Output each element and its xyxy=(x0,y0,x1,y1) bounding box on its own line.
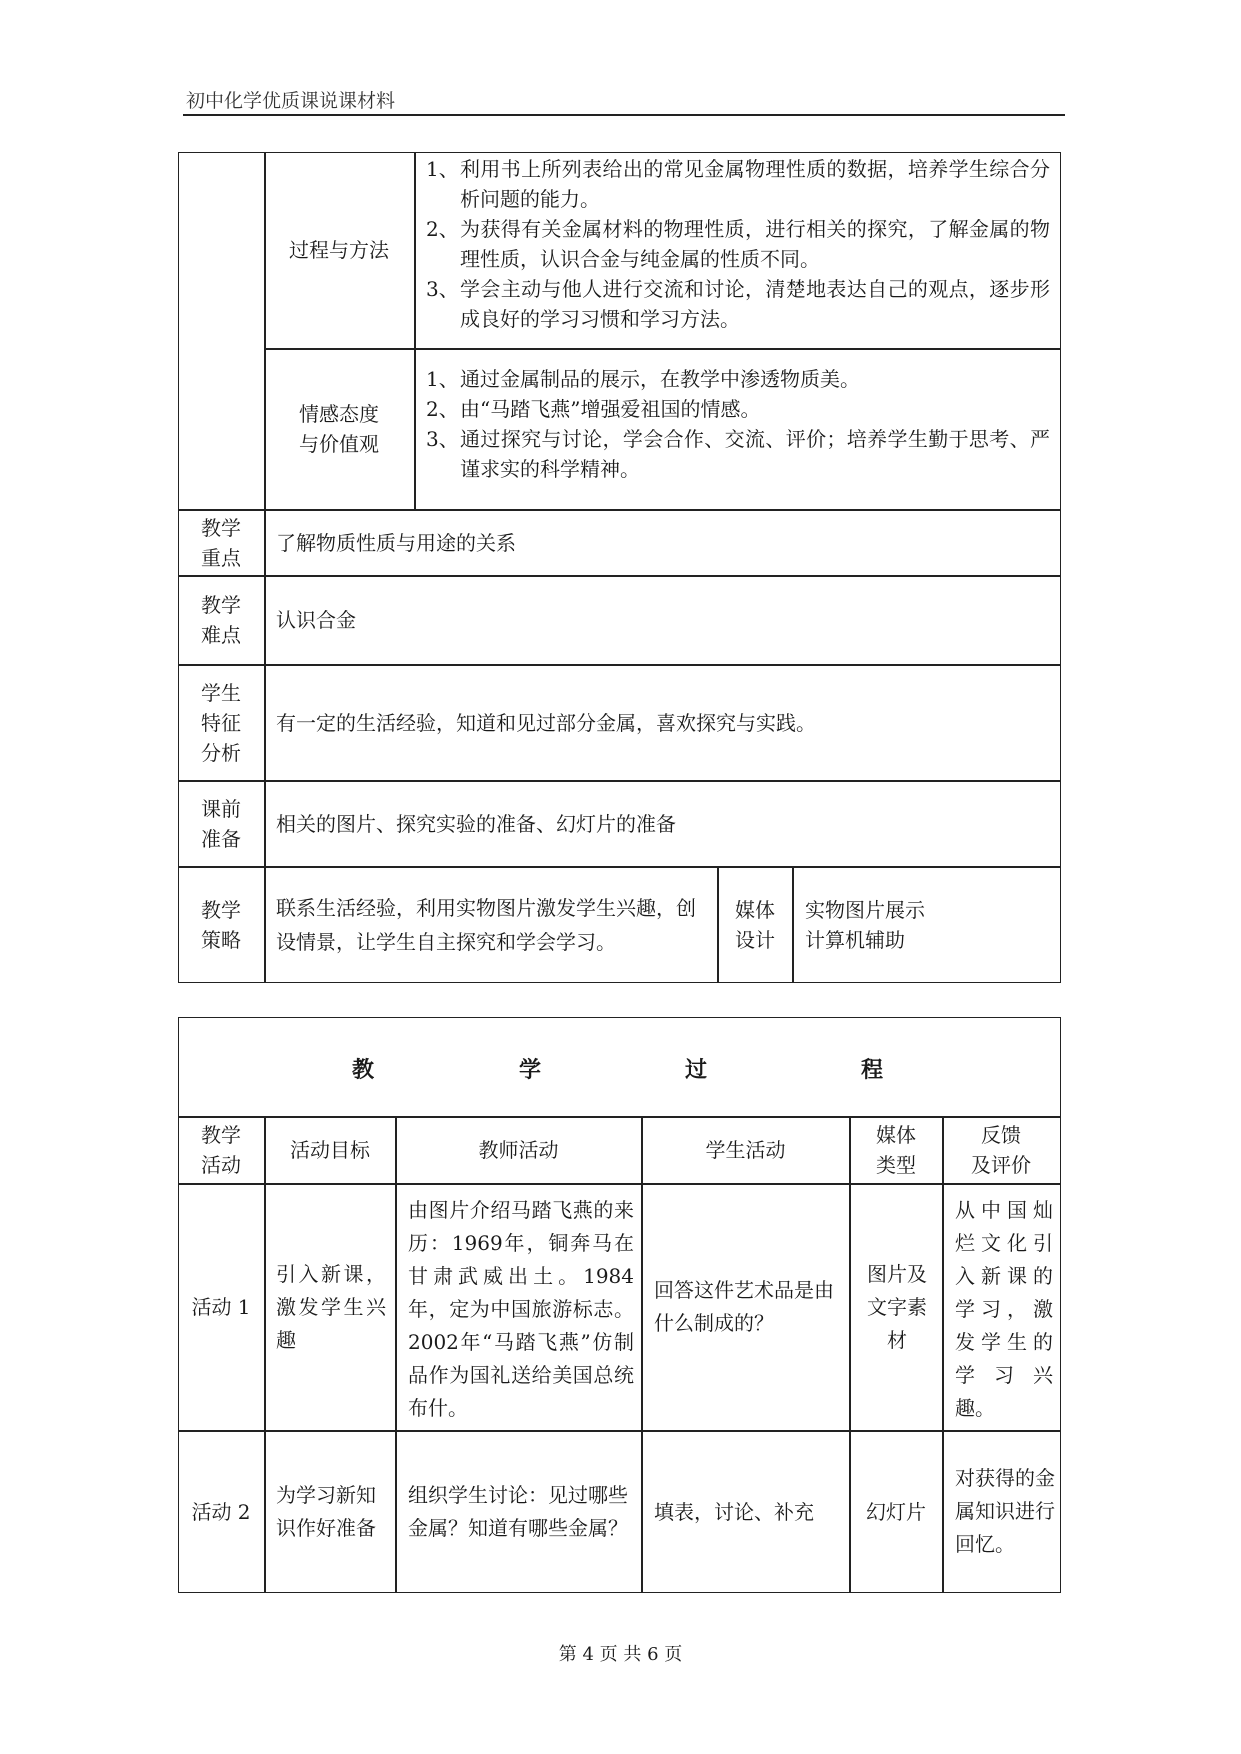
process-table-title: 教 学 过 程 xyxy=(352,1057,884,1083)
header-rule xyxy=(183,114,1065,116)
divider xyxy=(395,1116,397,1592)
column-header-feedback: 反馈 及评价 xyxy=(971,1123,1031,1177)
teacher-cell: 组织学生讨论：见过哪些金属？知道有哪些金属？ xyxy=(408,1482,628,1540)
divider xyxy=(264,1116,266,1592)
goal-cell: 为学习新知识作好准备 xyxy=(276,1482,376,1540)
media-design-label: 媒体 设计 xyxy=(735,897,775,952)
preparation-value: 相关的图片、探究实验的准备、幻灯片的准备 xyxy=(276,811,676,836)
student-analysis-value: 有一定的生活经验，知道和见过部分金属，喜欢探究与实践。 xyxy=(276,710,816,735)
column-header-goal: 活动目标 xyxy=(290,1138,370,1162)
list-item: 1、 利用书上所列表给出的常见金属物理性质的数据，培养学生综合分析问题的能力。 xyxy=(426,157,1050,211)
teacher-cell: 由图片介绍马踏飞燕的来历：1969年，铜奔马在甘肃武威出土。1984年，定为中国旅游标志。2002年“马踏飞燕”仿制品作为国礼送给美国总统布什。 xyxy=(408,1198,634,1420)
process-method-list xyxy=(426,154,1050,348)
column-header-media: 媒体 类型 xyxy=(876,1123,916,1177)
focus-value: 了解物质性质与用途的关系 xyxy=(276,530,516,555)
focus-label: 教学 重点 xyxy=(201,515,241,570)
student-cell: 填表，讨论、补充 xyxy=(654,1499,814,1524)
media-design-value: 实物图片展示 计算机辅助 xyxy=(805,897,925,952)
column-header-teacher: 教师活动 xyxy=(478,1138,559,1162)
list-item: 3、 学会主动与他人进行交流和讨论，清楚地表达自己的观点，逐步形成良好的学习习惯和学习方法。 xyxy=(426,277,1050,331)
feedback-cell: 对获得的金属知识进行回忆。 xyxy=(955,1466,1055,1556)
strategy-label: 教学 策略 xyxy=(201,897,241,952)
emotion-values-list xyxy=(426,364,1050,504)
media-cell: 图片及文字素材 xyxy=(867,1261,927,1352)
student-cell: 回答这件艺术品是由什么制成的？ xyxy=(654,1278,834,1335)
list-item: 1、 通过金属制品的展示，在教学中渗透物质美。 xyxy=(426,367,860,391)
page-number: 第 4 页 共 6 页 xyxy=(558,1644,683,1665)
list-item: 3、 通过探究与讨论，学会合作、交流、评价；培养学生勤于思考、严谨求实的科学精神。 xyxy=(426,427,1050,481)
table-row xyxy=(178,1431,264,1592)
media-cell: 幻灯片 xyxy=(866,1499,926,1524)
difficulty-label: 教学 难点 xyxy=(201,593,241,647)
strategy-value: 联系生活经验，利用实物图片激发学生兴趣，创设情景，让学生自主探究和学会学习。 xyxy=(276,895,696,954)
process-method-label: 过程与方法 xyxy=(289,238,389,262)
difficulty-value: 认识合金 xyxy=(276,608,356,632)
divider xyxy=(414,152,416,510)
list-item: 2、 由“马踏飞燕”增强爱祖国的情感。 xyxy=(426,397,761,421)
divider xyxy=(641,1116,643,1592)
emotion-values-label: 情感态度 与价值观 xyxy=(299,402,379,456)
divider xyxy=(792,866,794,982)
activity-cell: 活动 2 xyxy=(191,1499,251,1524)
list-item: 2、 为获得有关金属材料的物理性质，进行相关的探究，了解金属的物理性质，认识合金与纯金属的性质不同。 xyxy=(426,217,1050,271)
column-header-student: 学生活动 xyxy=(705,1138,786,1162)
divider xyxy=(942,1116,944,1592)
table-row xyxy=(178,1184,264,1430)
activity-cell: 活动 1 xyxy=(191,1295,251,1319)
column-header-activity: 教学 活动 xyxy=(201,1123,241,1177)
goal-cell: 引入新课，激发学生兴趣 xyxy=(276,1261,386,1352)
feedback-cell: 从中国灿烂文化引入新课的学习，激发学生的学习兴趣。 xyxy=(955,1198,1053,1420)
preparation-label: 课前 准备 xyxy=(201,796,241,851)
student-analysis-label: 学生 特征 分析 xyxy=(201,680,241,765)
document-header: 初中化学优质课说课材料 xyxy=(186,90,396,112)
